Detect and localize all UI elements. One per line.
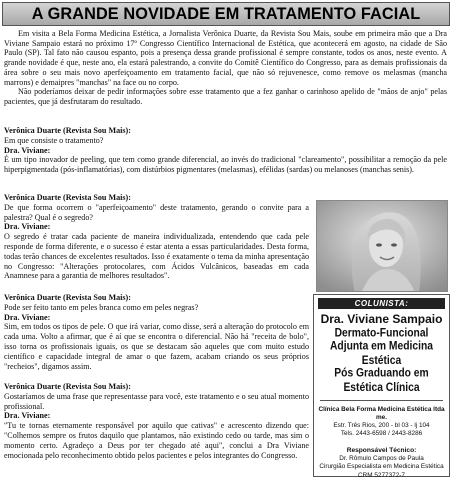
headline: A GRANDE NOVIDADE EM TRATAMENTO FACIAL bbox=[2, 2, 450, 26]
columnist-title: Dermato-Funcional bbox=[334, 327, 429, 340]
answer-text: É um tipo inovador de peeling, que tem como grande diferencial, ao invés do tradicional "clareamento", possibilitar a remoção da pele hiperpigmentada (pós-inflamatórias), com distúrbios pigmentares (melasmas), efélidas (sardas) ou melanoses (manchas senis). bbox=[4, 155, 447, 175]
divider bbox=[320, 400, 443, 401]
intro-section bbox=[4, 29, 447, 107]
interviewer-label: Verônica Duarte (Revista Sou Mais): bbox=[4, 293, 131, 302]
interviewee-label: Dra. Viviane: bbox=[4, 222, 51, 232]
columnist-name: Dra. Viviane Sampaio bbox=[320, 312, 443, 326]
columnist-title: Adjunta em Medicina Estética bbox=[330, 340, 433, 368]
question-text: Pode ser feito tanto em peles branca como em peles negras? bbox=[4, 302, 199, 312]
portrait-illustration bbox=[317, 201, 448, 292]
interviewee-label: Dra. Viviane: bbox=[4, 411, 51, 421]
interviewee-label: Dra. Viviane: bbox=[4, 312, 51, 322]
intro-paragraph: Não poderíamos deixar de pedir informações sobre esse tratamento que a fez ganhar o carinhoso apelido de "mãos de anjo" pelas pacientes, que já desfrutaram do resultado. bbox=[4, 87, 447, 106]
clinic-phones: Tels. 2443-6598 / 2443-8286 bbox=[340, 430, 423, 438]
columnist-title: Pós Graduando em Estética Clínica bbox=[334, 367, 429, 395]
responsible-role: Cirurgião Especialista em Medicina Estética bbox=[319, 463, 444, 471]
qa-block-2 bbox=[4, 193, 309, 281]
answer-text: "Tu te tornas eternamente responsável por aquilo que cativas" e acrescento dizendo que: "Colhemos sempre os frutos daquilo que plantamos, não existindo cedo ou tarde, mas sim o momento certo. Agradeço a Deus por ter chegado até aqui", conclui a Dra Viviane emocionada pelo reconhecimento obtido pelos pacientes e pelos integrantes do Congresso. bbox=[4, 421, 309, 460]
answer-text: Sim, em todos os tipos de pele. O que irá variar, como disse, será a alteração do protocolo em cada uma. Volto a afirmar, que é aí que se encontra o diferencial. Não há "receita de bolo", isso torna os profissionais iguais, os que se destacam são aqueles que com muito estudo científico e capacidade integral de amar o que fazem, acabam criando os seus próprios "recheios", digamos assim. bbox=[4, 322, 309, 371]
responsible-name: Dr. Rômulo Campos de Paula bbox=[339, 455, 424, 463]
clinic-name: Clínica Bela Forma Medicina Estética ltda me. bbox=[318, 406, 445, 421]
question-text: De que forma ocorrem o "aperfeiçoamento" deste tratamento, gerando o convite para a palestra? Qual é o segredo? bbox=[4, 202, 309, 222]
intro-paragraph: Em visita a Bela Forma Medicina Estética, a Jornalista Verônica Duarte, da Revista Sou Mais, soube em primeira mão que a Dra Viviane Sampaio estará no próximo 17º Congresso Científico Internacional de Estética, que acontecerá em agosto, na cidade de São Paulo (SP). Tal fato não causou espanto, pois a presença dessa grande profissional é sempre constante, todos os anos, neste evento. A grande novidade é que, neste ano, ela estará palestrando, a convite do Comitê Científico do Congresso, para as demais profissionais da área sobre o seu mais novo aperfeiçoamento em tratamento facial, que não só rejuvenesce, como remove os melasmas (mancha marrons) e demaipres "manchas" na face ou no corpo. bbox=[4, 29, 447, 87]
interviewer-label: Verônica Duarte (Revista Sou Mais): bbox=[4, 126, 131, 135]
qa-block-4 bbox=[4, 382, 309, 460]
question-text: Em que consiste o tratamento? bbox=[4, 135, 104, 145]
question-text: Gostaríamos de uma frase que representasse para você, este tratamento e o seu atual momento profissional. bbox=[4, 391, 309, 411]
responsible-crm: CRM 5277372-7 bbox=[358, 471, 405, 479]
interviewer-label: Verônica Duarte (Revista Sou Mais): bbox=[4, 193, 131, 202]
responsible-label: Responsável Técnico: bbox=[346, 446, 417, 454]
columnist-box bbox=[313, 294, 450, 477]
columnist-photo bbox=[316, 200, 448, 292]
qa-block-3 bbox=[4, 293, 309, 371]
interviewer-label: Verônica Duarte (Revista Sou Mais): bbox=[4, 382, 131, 391]
answer-text: O segredo é tratar cada paciente de maneira individualizada, entendendo que cada pele responde de forma diferente, e o sucesso é estar atenta a essas particularidades. Desta forma, todas terão chances de excelentes resultados. Isso é exatamente o tema da minha apresentação no Congresso: "Alterações protocolares, com Ácidos Vulcânicos, baseadas em cada Anamnese para a garantia de melhores resultados". bbox=[4, 232, 309, 281]
clinic-address: Estr. Três Rios, 200 - bl 03 - lj 104 bbox=[333, 422, 430, 429]
qa-block-1 bbox=[4, 126, 447, 175]
interviewee-label: Dra. Viviane: bbox=[4, 145, 51, 155]
columnist-label: COLUNISTA: bbox=[318, 298, 445, 309]
